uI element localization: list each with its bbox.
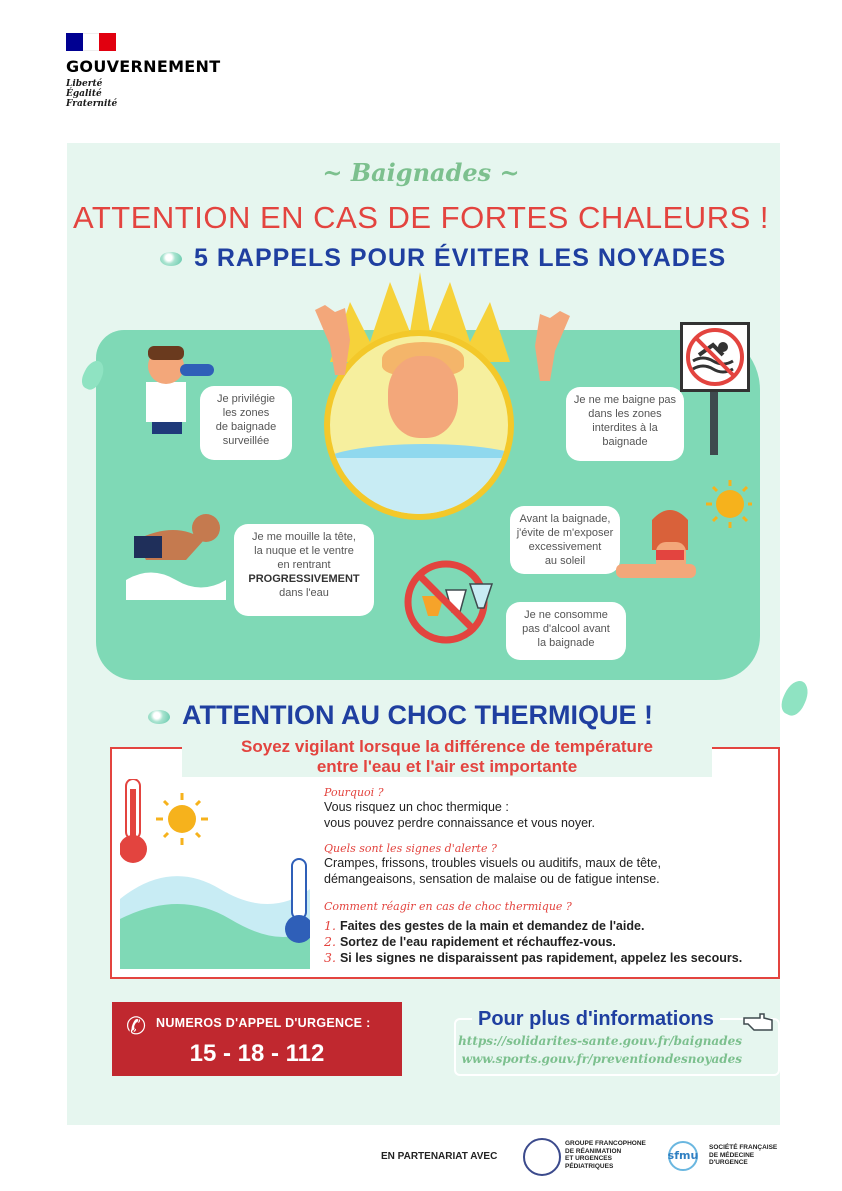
info-link-sports[interactable]: www.sports.gouv.fr/preventiondesnoyades [461, 1052, 742, 1066]
bubble-icon [148, 710, 170, 724]
thermometer-illustration [120, 779, 310, 969]
no-alcohol-icon [400, 560, 500, 650]
tip-progressivement: Je me mouille la tête, la nuque et le ventre en rentrant PROGRESSIVEMENT dans l'eau [234, 524, 374, 616]
raised-hand-left [305, 300, 365, 380]
tip-alcool: Je ne consomme pas d'alcool avant la baignade [506, 602, 626, 660]
list-item: 3. Si les signes ne disparaissent pas rapidement, appelez les secours. [324, 950, 743, 965]
choc-signs: Quels sont les signes d'alerte ? Crampes, frissons, troubles visuels ou auditifs, maux de tête, démangeaisons, sensation de malaise ou de fatigue intense. [324, 842, 661, 886]
poster-subtitle: 5 RAPPELS POUR ÉVITER LES NOYADES [160, 244, 726, 273]
sunbather-illustration [612, 480, 752, 590]
choc-steps [324, 918, 742, 966]
tip-soleil: Avant la baignade, j'évite de m'exposer excessivement au soleil [510, 506, 620, 574]
republic-motto: Liberté Égalité Fraternité [66, 79, 118, 109]
sfmu-name: SOCIÉTÉ FRANÇAISE DE MÉDECINE D'URGENCE [709, 1144, 778, 1166]
marianne-flag-icon [66, 33, 116, 51]
raised-hand-right [520, 306, 580, 386]
gfrup-logo [523, 1138, 561, 1176]
no-swimming-sign-icon [680, 322, 750, 392]
emergency-label: NUMEROS D'APPEL D'URGENCE : [156, 1016, 371, 1030]
list-item: 1. Faites des gestes de la main et demandez de l'aide. [324, 918, 645, 933]
bubble-icon [160, 252, 182, 266]
choc-why: Pourquoi ? Vous risquez un choc thermique : vous pouvez perdre connaissance et vous noyer. [324, 786, 596, 830]
phone-icon: ✆ [126, 1012, 147, 1040]
list-item: 2. Sortez de l'eau rapidement et réchauffez-vous. [324, 934, 616, 949]
sign-post [710, 385, 718, 455]
choc-box-heading: Soyez vigilant lorsque la différence de température entre l'eau et l'air est importante [182, 737, 712, 777]
poster-supertitle: ~ Baignades ~ [322, 158, 520, 187]
pointing-hand-icon [742, 1008, 776, 1034]
info-title: Pour plus d'informations [472, 1008, 720, 1031]
emergency-numbers: 15 - 18 - 112 [189, 1040, 325, 1067]
lifeguard-illustration [136, 340, 216, 440]
tip-surveillee: Je privilégie les zones de baignade surveillée [200, 386, 292, 460]
gfrup-name: GROUPE FRANCOPHONE DE RÉANIMATION ET URGENCES PÉDIATRIQUES [565, 1140, 646, 1170]
choc-title: ATTENTION AU CHOC THERMIQUE ! [148, 700, 653, 731]
water-drop-icon [777, 677, 812, 719]
sun-icon [156, 793, 208, 845]
tip-interdites: Je ne me baigne pas dans les zones interdites à la baignade [566, 387, 684, 461]
bather-wetting-illustration [126, 500, 226, 600]
government-title: GOUVERNEMENT [66, 57, 221, 76]
choc-react-question: Comment réagir en cas de choc thermique ? [324, 900, 572, 913]
emergency-box [112, 1002, 402, 1076]
svg-text:sfmu: sfmu [667, 1149, 699, 1162]
government-logo [66, 33, 220, 109]
poster-title: ATTENTION EN CAS DE FORTES CHALEURS ! [72, 200, 769, 235]
partners-label: EN PARTENARIAT AVEC [381, 1151, 498, 1162]
sfmu-logo [662, 1140, 704, 1172]
info-link-sante[interactable]: https://solidarites-sante.gouv.fr/baignades [458, 1034, 742, 1048]
